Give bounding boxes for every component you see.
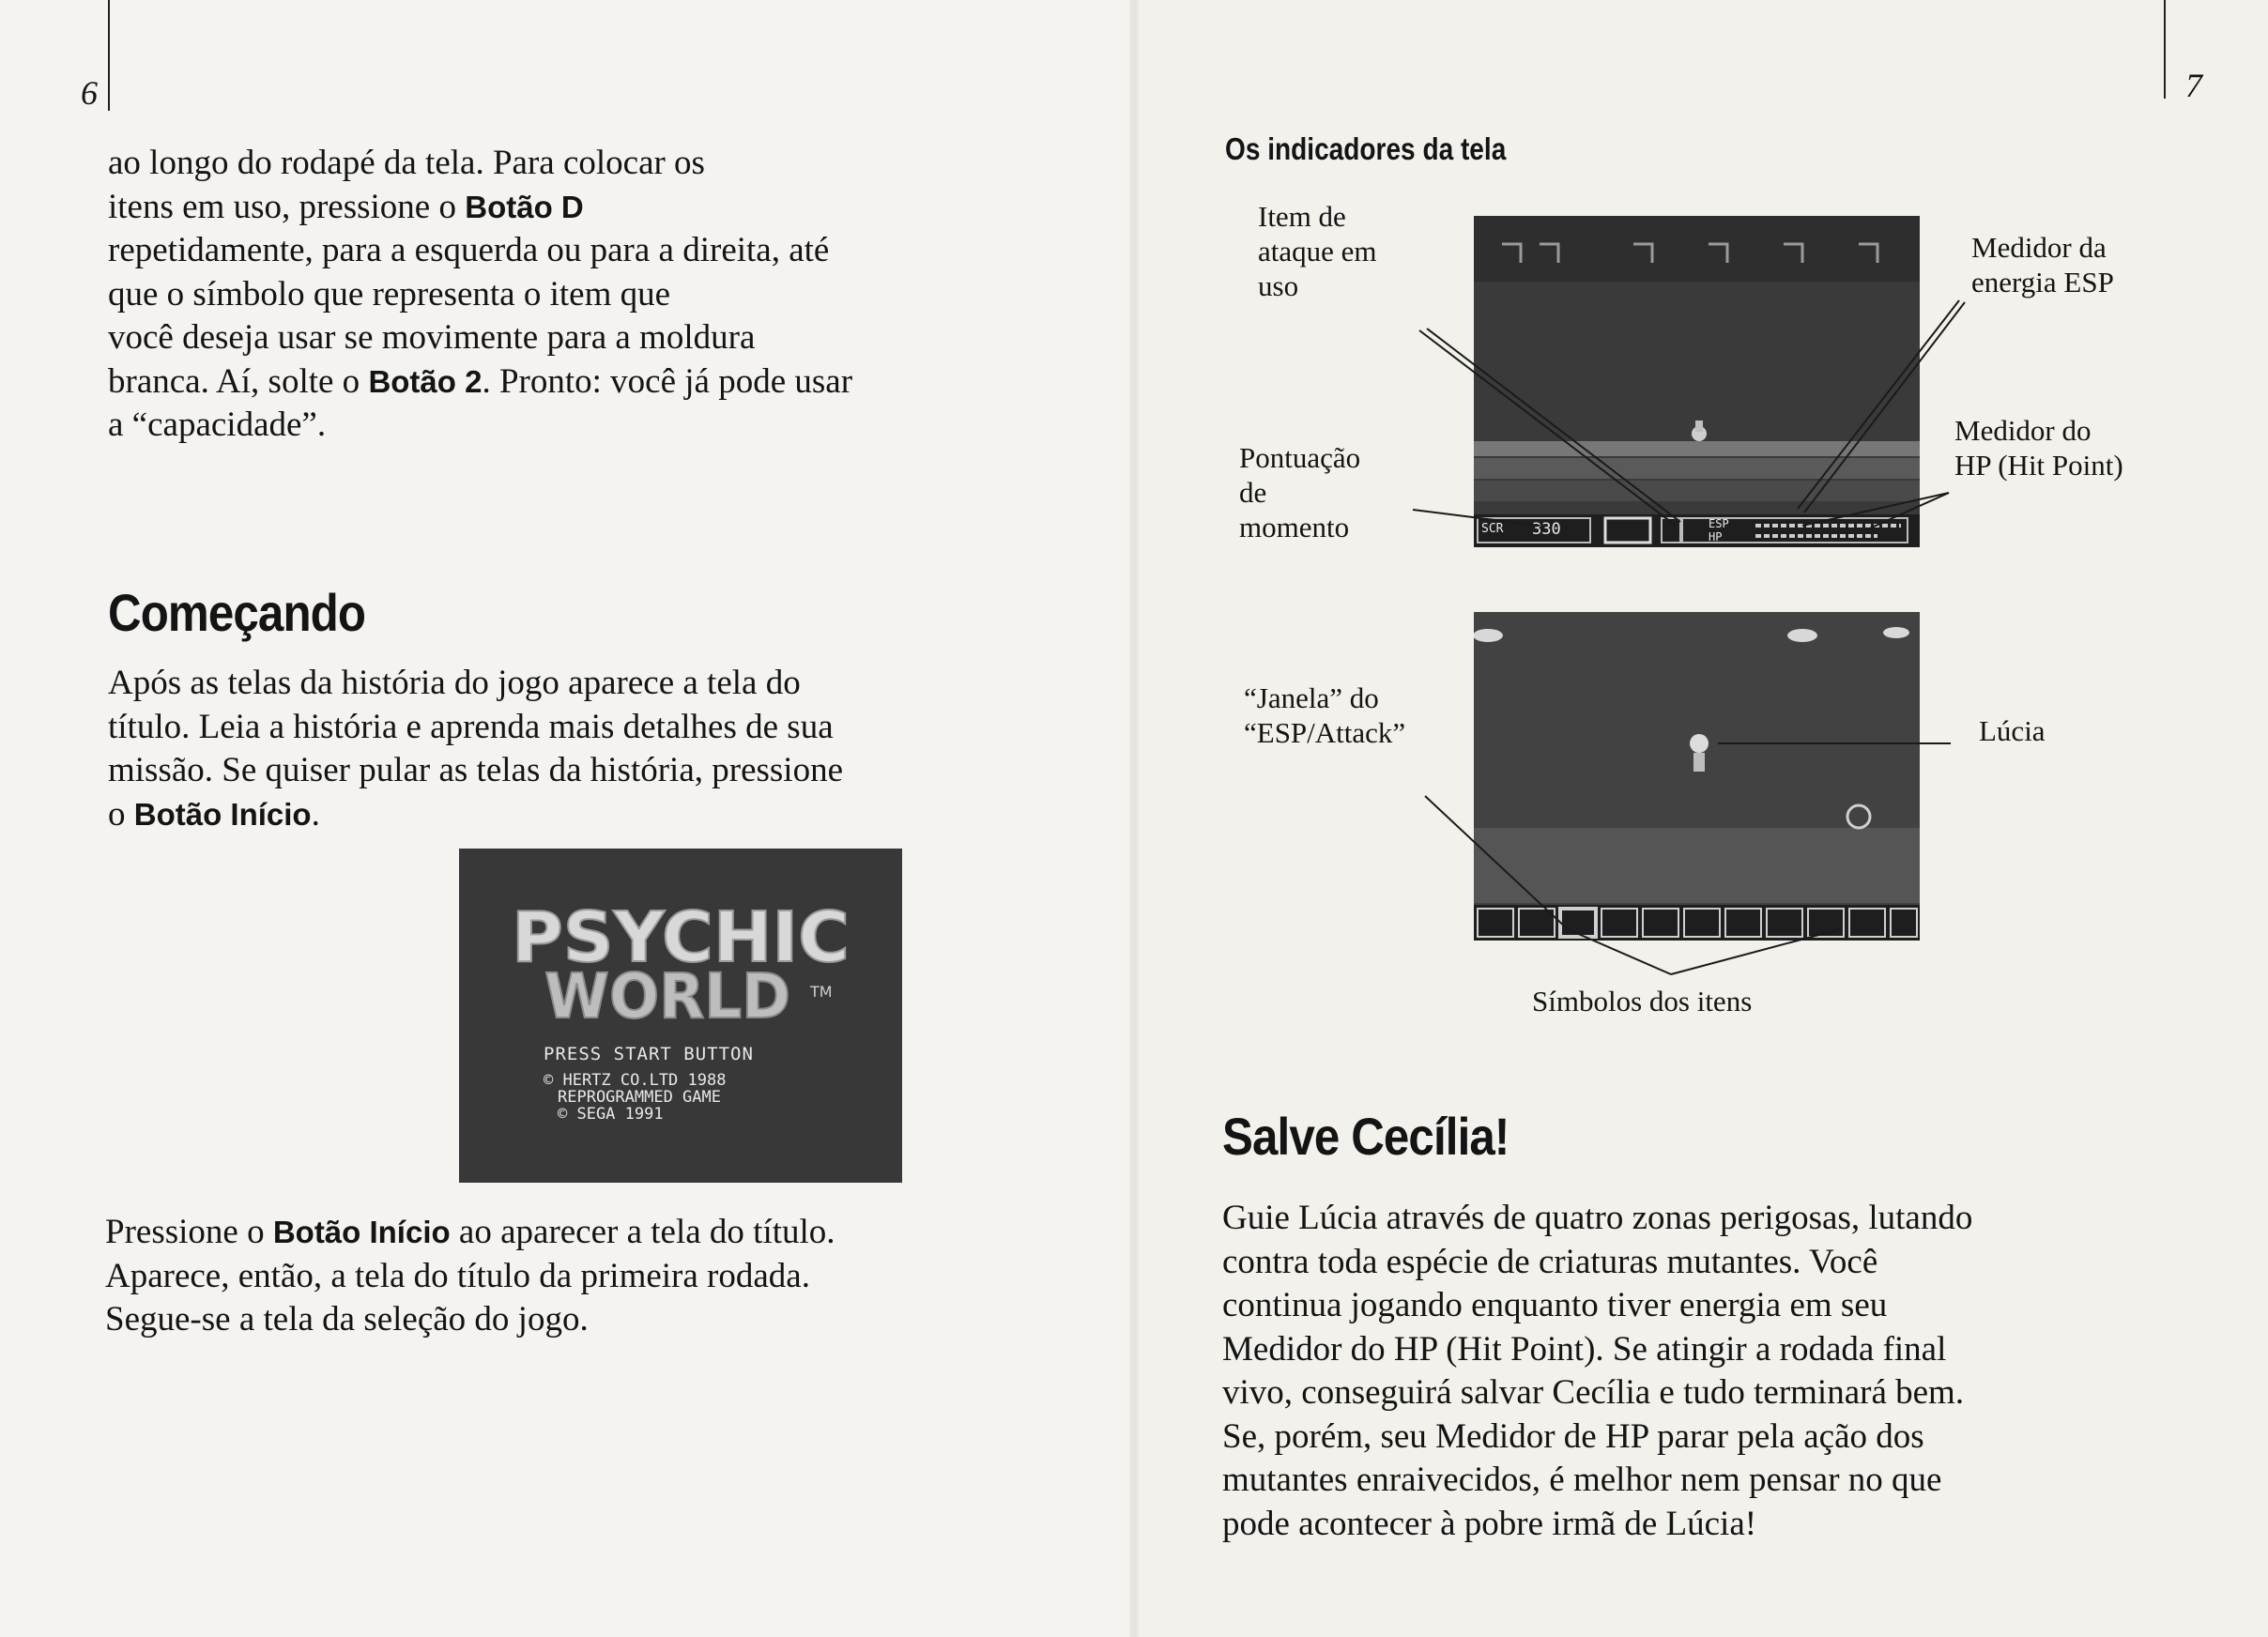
text-line: branca. Aí, solte o Botão 2. Pronto: você já pode usar (108, 361, 853, 401)
text-line: Segue-se a tela da seleção do jogo. (105, 1300, 589, 1339)
text-line: “ESP/Attack” (1244, 716, 1406, 749)
gameplay-screenshot-items-art (1474, 612, 1920, 941)
intro-paragraph (108, 142, 1047, 448)
text-line: Medidor do HP (Hit Point). Se atingir a rodada final (1222, 1329, 1947, 1369)
text-line: Pontuação (1239, 441, 1361, 474)
credit-line-2: REPROGRAMMED GAME (558, 1088, 721, 1107)
text-line: de (1239, 476, 1267, 509)
text-line: que o símbolo que representa o item que (108, 274, 671, 314)
text-line: uso (1258, 269, 1299, 302)
title-screen-image (459, 849, 902, 1183)
bold-term: Botão Início (133, 796, 312, 832)
label-simbolos-itens: Símbolos dos itens (1532, 985, 1753, 1017)
label-medidor-esp (1971, 230, 2114, 299)
label-lucia: Lúcia (1979, 714, 2046, 747)
text-line: a “capacidade”. (108, 405, 327, 444)
text-line: Pressione o Botão Início ao aparecer a tela do título. (105, 1213, 835, 1251)
comecando-paragraph (108, 662, 1047, 836)
bold-term: Botão D (465, 189, 584, 224)
heading-salve-cecilia: Salve Cecília! (1222, 1107, 1509, 1166)
text-line: título. Leia a história e aprenda mais detalhes de sua (108, 707, 834, 746)
gameplay-screenshot-hud (1474, 216, 1920, 547)
text-line: repetidamente, para a esquerda ou para a direita, até (108, 231, 830, 269)
text-line: vivo, conseguirá salvar Cecília e tudo terminará bem. (1222, 1373, 1965, 1412)
gameplay-screenshot-art (1474, 216, 1920, 547)
heading-comecando: Começando (108, 583, 366, 642)
hud-esp-label: ESP (1709, 517, 1729, 530)
bold-term: Botão 2 (368, 363, 483, 399)
indicators-heading: Os indicadores da tela (1225, 131, 1507, 166)
text-line: HP (Hit Point) (1954, 449, 2123, 482)
label-pontuacao (1239, 440, 1360, 544)
text-line: Guie Lúcia através de quatro zonas perigosas, lutando (1222, 1199, 1973, 1237)
text-line: Medidor do (1954, 414, 2092, 447)
gameplay-screenshot-items (1474, 612, 1920, 941)
left-page-number: 6 (81, 74, 98, 112)
hud-hp-label: HP (1709, 530, 1723, 543)
page-gutter (1129, 0, 1139, 1637)
logo-tm: TM (810, 983, 833, 1001)
logo-line1: PSYCHIC (512, 897, 850, 978)
title-screen-art (459, 849, 902, 1183)
text-line: itens em uso, pressione o Botão D (108, 187, 584, 226)
label-janela-esp-attack (1244, 681, 1405, 750)
bold-term: Botão Início (272, 1215, 451, 1249)
text-line: Item de (1258, 200, 1346, 233)
text-line: missão. Se quiser pular as telas da história, pressione (108, 751, 843, 789)
text-line: mutantes enraivecidos, é melhor nem pensar no que (1222, 1461, 1942, 1499)
right-page-rule (2164, 0, 2166, 99)
credit-line-3: © SEGA 1991 (558, 1105, 664, 1124)
left-page-rule (108, 0, 110, 111)
text-line: pode acontecer à pobre irmã de Lúcia! (1222, 1504, 1757, 1543)
text-line: você deseja usar se movimente para a moldura (108, 318, 756, 357)
text-line: “Janela” do (1244, 681, 1379, 714)
text-line: Se, porém, seu Medidor de HP parar pela ação dos (1222, 1416, 1924, 1456)
text-line: ao longo do rodapé da tela. Para colocar os (108, 144, 705, 182)
hud-score-value: 330 (1532, 520, 1561, 539)
closing-paragraph (105, 1211, 1044, 1342)
salve-cecilia-paragraph (1222, 1197, 2189, 1546)
credit-line-1: © HERTZ CO.LTD 1988 (544, 1071, 727, 1090)
text-line: energia ESP (1971, 266, 2114, 298)
text-line: Aparece, então, a tela do título da primeira rodada. (105, 1256, 810, 1295)
right-page-number: 7 (2185, 67, 2202, 104)
text-line: momento (1239, 511, 1350, 543)
press-start-text: PRESS START BUTTON (544, 1044, 754, 1064)
text-line: ataque em (1258, 235, 1377, 268)
text-line: continua jogando enquanto tiver energia em seu (1222, 1286, 1888, 1324)
text-line: Após as telas da história do jogo aparece a tela do (108, 664, 801, 702)
text-line: Medidor da (1971, 231, 2107, 264)
label-item-ataque (1258, 199, 1377, 303)
label-medidor-hp (1954, 413, 2123, 482)
text-line: o Botão Início. (108, 794, 320, 834)
logo-line2: WORLD (544, 960, 790, 1033)
hud-score-label: SCR (1481, 522, 1504, 536)
text-line: contra toda espécie de criaturas mutantes. Você (1222, 1242, 1878, 1281)
